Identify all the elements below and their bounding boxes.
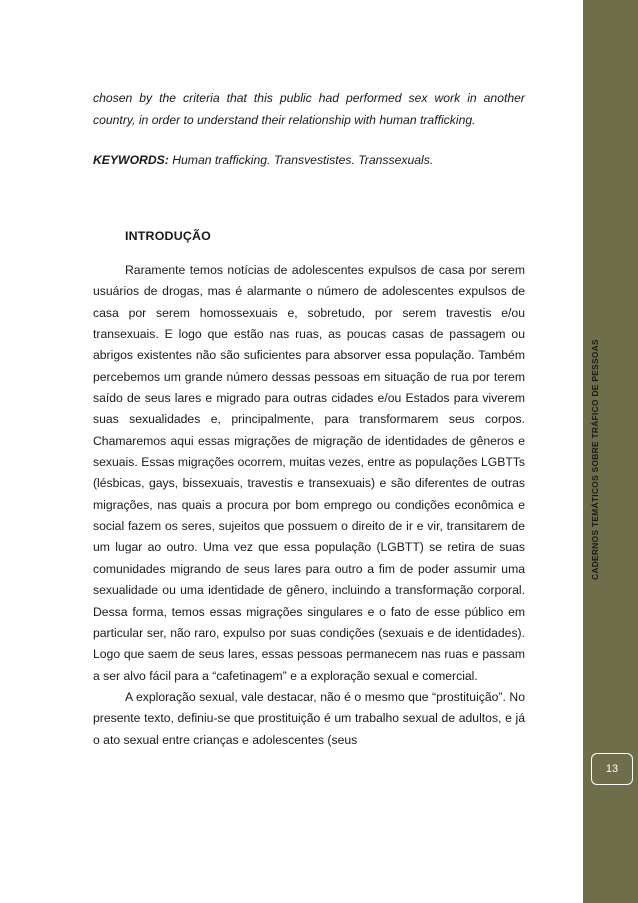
- keywords-line: [93, 150, 525, 170]
- page-content: [93, 88, 525, 751]
- running-title: CADERNOS TEMÁTICOS SOBRE TRÁFICO DE PESSOAS: [590, 339, 600, 580]
- abstract-text: chosen by the criteria that this public had performed sex work in another country, in order to understand their relationship with human trafficking.: [93, 91, 525, 127]
- body-text: [93, 260, 525, 751]
- keywords-text: Human trafficking. Transvestistes. Transsexuals.: [168, 153, 434, 167]
- page-number-badge: 13: [591, 753, 633, 785]
- keywords-label: KEYWORDS:: [93, 153, 169, 167]
- paragraph: Raramente temos notícias de adolescentes expulsos de casa por serem usuários de drogas, mas é alarmante o número de adolescentes expulsos de casa por serem homossexuais e, sobretudo, por serem travestis e/ou transexuais. E logo que estão nas ruas, as poucas casas de passagem ou abrigos existentes não são suficientes para absorver essa população. Também percebemos um grande número dessas pessoas em situação de rua por terem saído de seus lares e migrado para outras cidades e/ou Estados para viverem suas sexualidades e, principalmente, para transformarem seus corpos. Chamaremos aqui essas migrações de migração de identidades de gêneros e sexuais. Essas migrações ocorrem, muitas vezes, entre as populações LGBTTs (lésbicas, gays, bissexuais, travestis e transexuais) e são diferentes de outras migrações, nas quais a procura por bom emprego ou condições econômica e social fazem os seres, sujeitos que possuem o direito de ir e vir, transitarem de um lugar ao outro. Uma vez que essa população (LGBTT) se retira de suas comunidades migrando de seus lares para outro a fim de poder assumir uma sexualidade ou uma identidade de gênero, incluindo a transformação corporal. Dessa forma, temos essas migrações singulares e o fato de esse público em particular ser, não raro, expulso por suas condições (sexuais e de identidades). Logo que saem de seus lares, essas pessoas permanecem nas ruas e passam a ser alvo fácil para a “cafetinagem” e a exploração sexual e comercial.: [93, 263, 525, 683]
- paragraph: A exploração sexual, vale destacar, não é o mesmo que “prostituição”. No presente texto, definiu-se que prostituição é um trabalho sexual de adultos, e já o ato sexual entre crianças e adolescentes (seus: [93, 689, 525, 747]
- section-title: INTRODUÇÃO: [125, 229, 211, 243]
